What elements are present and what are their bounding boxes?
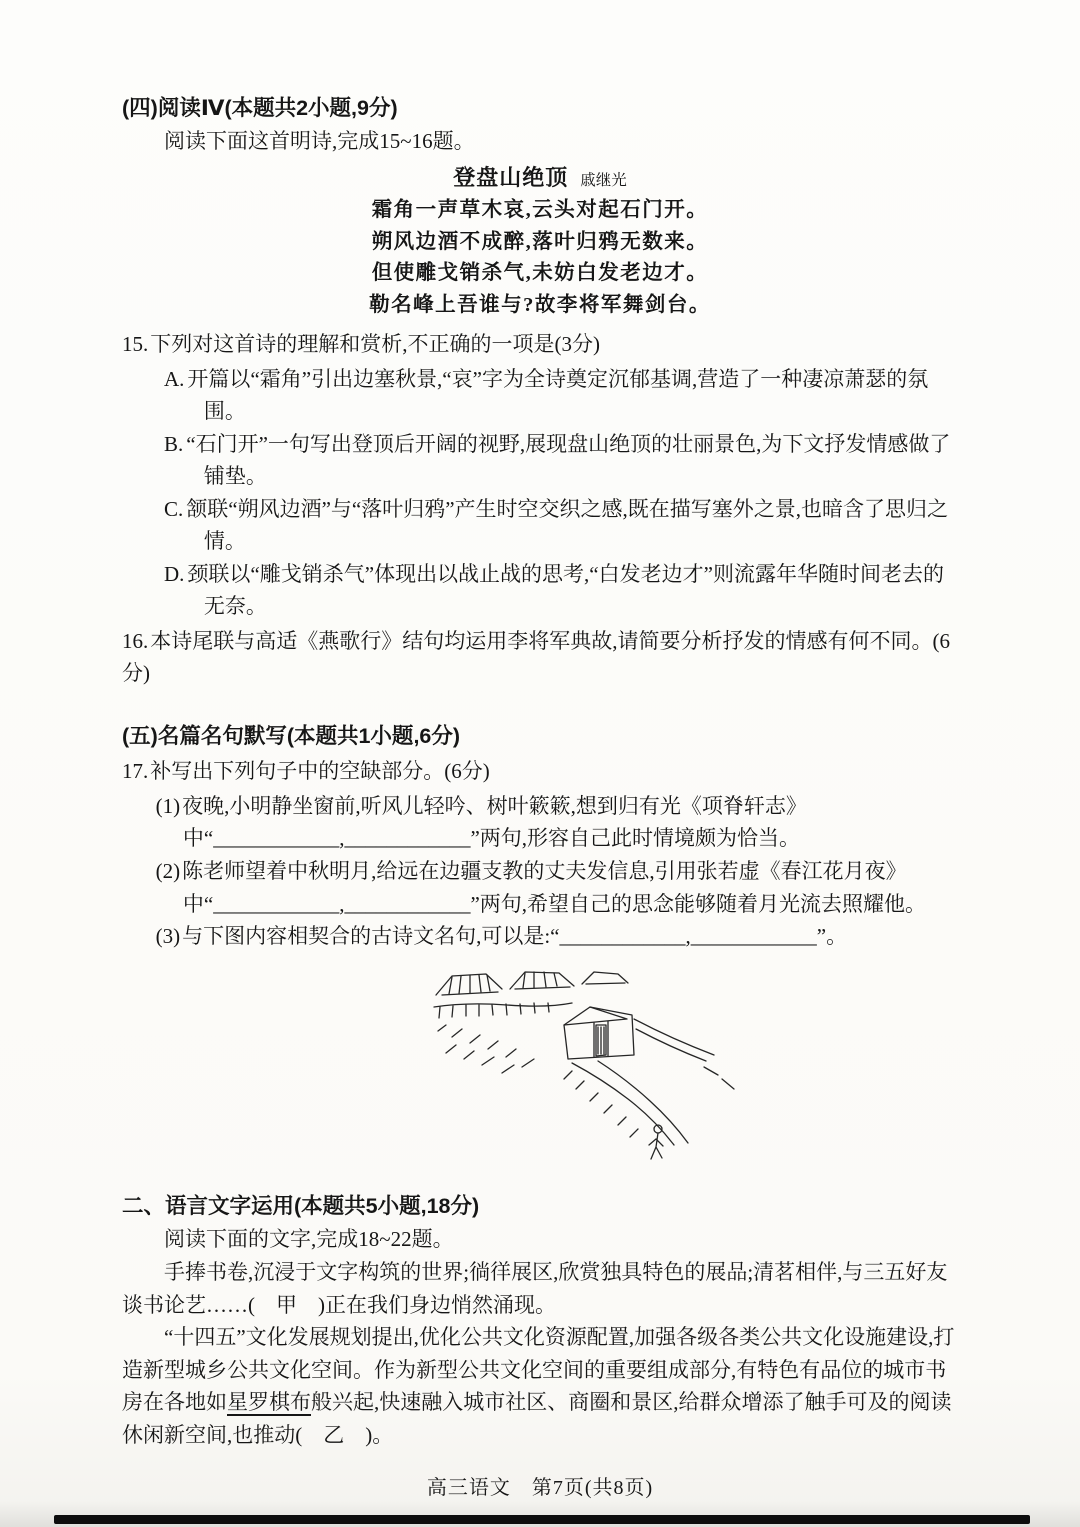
item-label: (3)	[155, 924, 181, 949]
q15-option-d	[164, 558, 958, 623]
q15-option-a	[164, 363, 958, 428]
poem-line: 霜角一声草木哀,云头对起石门开。	[371, 198, 709, 221]
q17-item-1	[156, 790, 958, 855]
item-label: (1)	[155, 793, 181, 818]
question-15-number: 15.	[122, 332, 149, 357]
q17-item-3	[156, 920, 958, 953]
item-text: 夜晚,小明静坐窗前,听风儿轻吟、树叶簌簌,想到归有光《项脊轩志》中“____________,____________”两句,形容自己此时情境颇为恰当。	[182, 793, 807, 851]
question-17-text: 补写出下列句子中的空缺部分。(6分)	[150, 759, 490, 784]
question-15-text: 下列对这首诗的理解和赏析,不正确的一项是(3分)	[150, 332, 600, 357]
question-15-stem	[122, 328, 958, 361]
question-16-number: 16.	[122, 628, 149, 653]
q17-item-2	[156, 855, 958, 920]
para2-segment: 般兴起,快速融入城市社区、商圈和景区,给群众增添了触手可及的阅读休闲新空间,也推动( 乙 )。	[122, 1390, 952, 1447]
poem-block	[122, 161, 958, 322]
item-text: 与下图内容相契合的古诗文名句,可以是:“____________,____________”。	[182, 924, 848, 949]
question-17-stem	[122, 755, 958, 788]
poem-line: 朔风边酒不成醉,落叶归鸦无数来。	[371, 230, 709, 253]
question-15-options	[164, 363, 958, 623]
q15-option-c	[164, 493, 958, 558]
question-17-items	[156, 790, 958, 953]
page-footer: 高三语文 第7页(共8页)	[426, 1477, 654, 1500]
option-label: C.	[164, 496, 184, 521]
option-text: 颔联“朔风边酒”与“落叶归鸦”产生时空交织之感,既在描写塞外之景,也暗含了思归之情。	[186, 496, 949, 554]
para2-segment: “十四五”文化发展规划提出,优化公共文化资源配置,加强各级各类公共文化设施建设,打造新型城乡公共文化空间。作为新型公共文化空间的重要组成部分,有特色有品位的城市书房在各地如	[122, 1325, 955, 1415]
language-paragraph-1: 手捧书卷,沉浸于文字构筑的世界;徜徉展区,欣赏独具特色的展品;清茗相伴,与三五好友谈书论艺……( 甲 )正在我们身边悄然涌现。	[122, 1260, 948, 1317]
item-text: 陈老师望着中秋明月,给远在边疆支教的丈夫发信息,引用张若虚《春江花月夜》中“____________,____________”两句,希望自己的思念能够随着月光流去照耀他。	[182, 858, 927, 916]
option-text: 开篇以“霜角”引出边塞秋景,“哀”字为全诗奠定沉郁基调,营造了一种凄凉萧瑟的氛围。	[187, 366, 929, 424]
sketch-svg	[422, 959, 782, 1171]
option-label: B.	[164, 431, 184, 456]
option-text: 颈联以“雕戈销杀气”体现出以战止战的思考,“白发老边才”则流露年华随时间老去的无奈。	[187, 561, 944, 619]
section4-heading: (四)阅读Ⅳ(本题共2小题,9分)	[122, 96, 398, 120]
question-16	[122, 625, 958, 690]
poem-title-line	[122, 161, 958, 195]
landscape-sketch-illustration	[422, 959, 782, 1181]
section5-heading: (五)名篇名句默写(本题共1小题,6分)	[122, 724, 461, 749]
section4-intro: 阅读下面这首明诗,完成15~16题。	[164, 129, 475, 154]
question-16-text: 本诗尾联与高适《燕歌行》结句均运用李将军典故,请简要分析抒发的情感有何不同。(6分)	[122, 628, 950, 686]
section2-heading: 二、语言文字运用(本题共5小题,18分)	[122, 1194, 480, 1219]
para2-underlined-term: 星罗棋布	[227, 1390, 311, 1415]
poem-line: 勒名峰上吾谁与?故李将军舞剑台。	[369, 294, 711, 317]
scan-edge-bar	[54, 1515, 1030, 1524]
poem-title: 登盘山绝顶	[453, 164, 569, 190]
q15-option-b	[164, 428, 958, 493]
language-paragraph-2	[122, 1321, 958, 1451]
section2-intro: 阅读下面的文字,完成18~22题。	[164, 1227, 454, 1252]
poem-line: 但使雕戈销杀气,未妨白发老边才。	[371, 262, 709, 285]
option-label: A.	[164, 366, 185, 391]
option-text: “石门开”一句写出登顶后开阔的视野,展现盘山绝顶的壮丽景色,为下文抒发情感做了铺垫。	[186, 431, 951, 489]
item-label: (2)	[155, 858, 181, 883]
poem-author: 戚继光	[580, 171, 627, 189]
question-17-number: 17.	[122, 759, 149, 784]
option-label: D.	[164, 561, 185, 586]
